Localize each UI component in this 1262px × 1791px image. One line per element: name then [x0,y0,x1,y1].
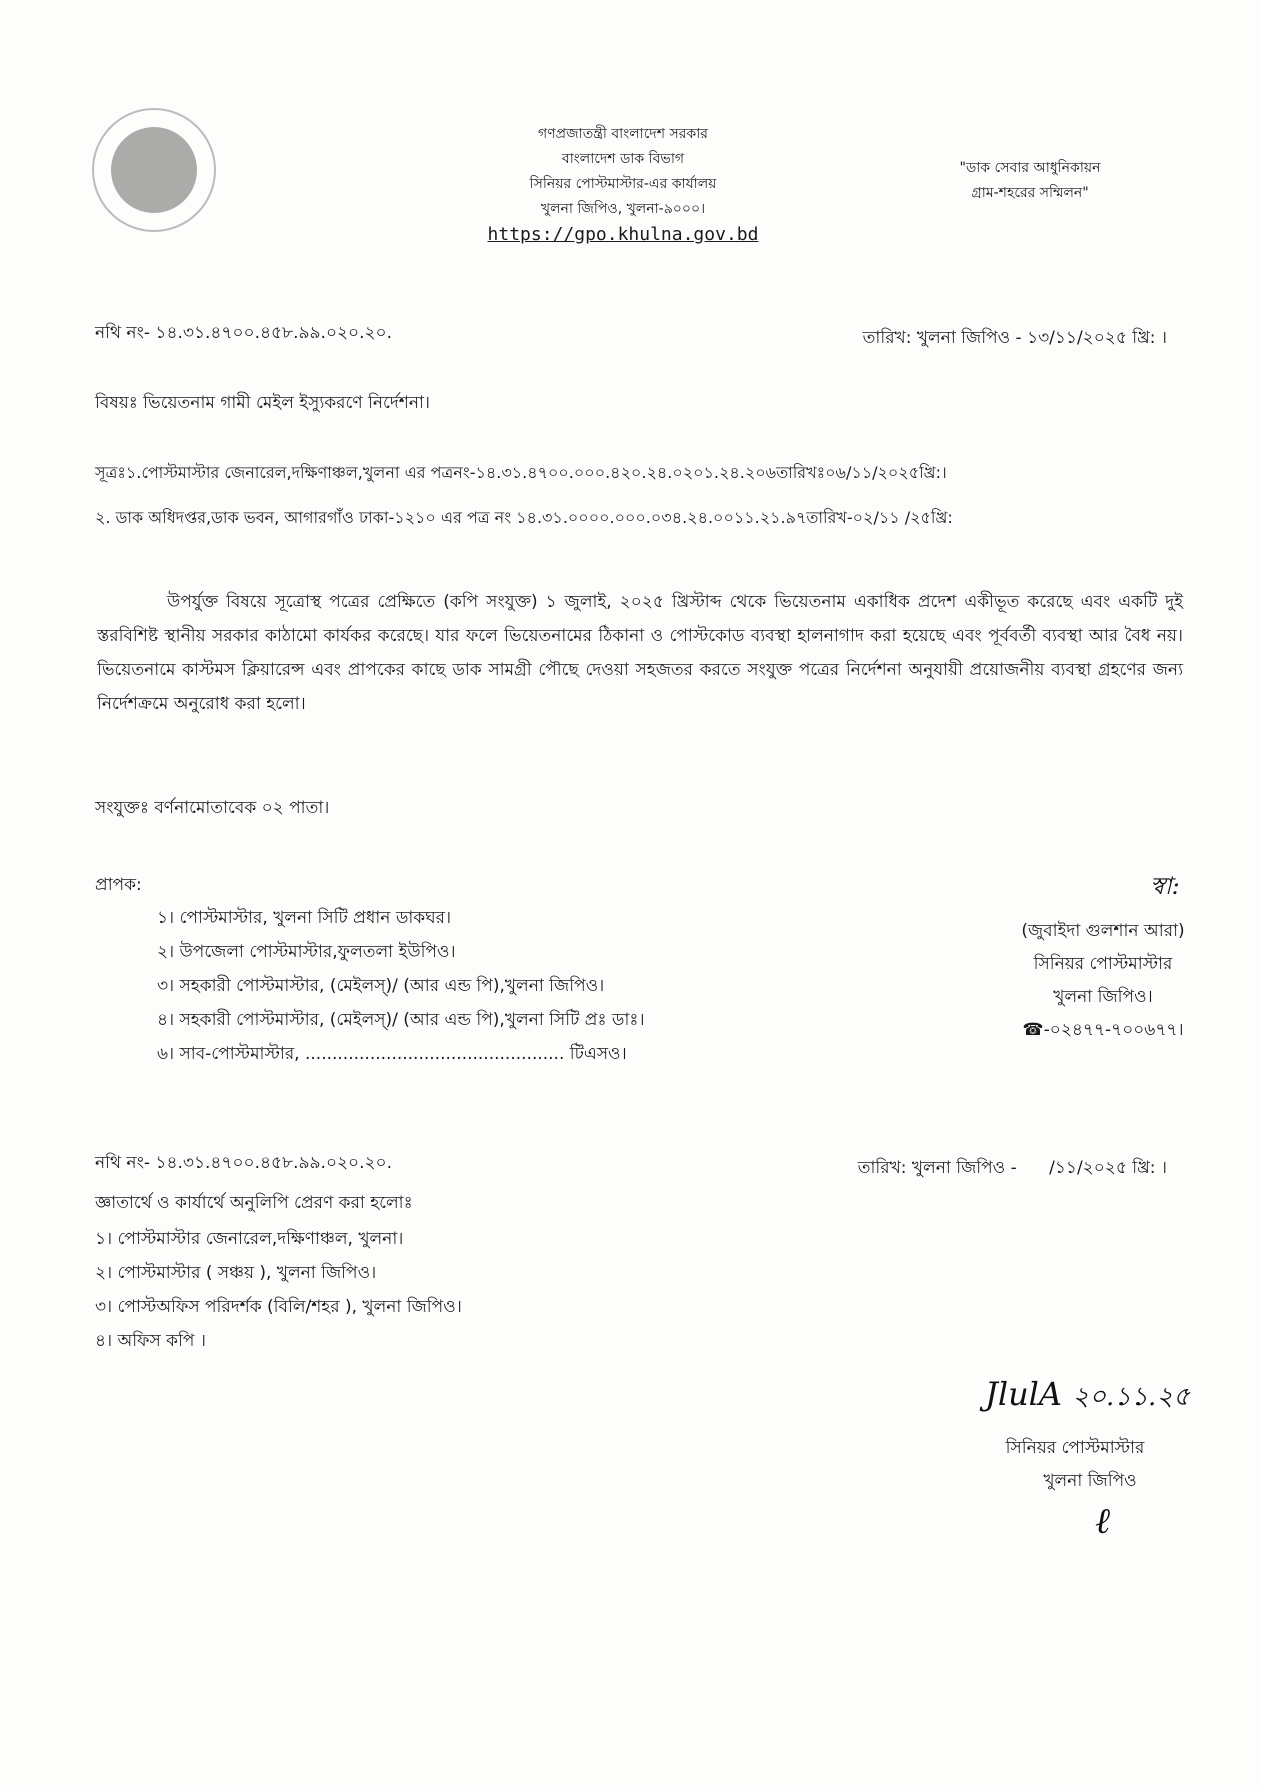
subject: বিষয়ঃ ভিয়েতনাম গামী মেইল ইস্যুকরণে নির্দেশনা। [95,393,431,413]
telephone-icon: ☎ [1022,1020,1044,1040]
recipient-item: ২। উপজেলা পোস্টমাস্টার,ফুলতলা ইউপিও। [157,942,456,962]
recipient-item: ৬। সাব-পোস্টমাস্টার, ................................................ টিএসও। [157,1044,627,1064]
signature-mark: স্বা: [1150,872,1180,900]
recipient-item: ১। পোস্টমাস্টার, খুলনা সিটি প্রধান ডাকঘর। [157,908,452,928]
copy-signatory [1006,1432,1145,1498]
copy-signatory-office: খুলনা জিপিও [1043,1471,1137,1491]
recipient-item: ৪। সহকারী পোস্টমাস্টার, (মেইলস্)/ (আর এন্ড পি),খুলনা সিটি প্রঃ ডাঃ। [157,1010,645,1030]
copy-item: ১। পোস্টমাস্টার জেনারেল,দক্ষিণাঞ্চল, খুলনা। [95,1229,404,1249]
signatory-office: খুলনা জিপিও। [1053,987,1153,1007]
recipients-list [157,905,645,1075]
recipient-item: ৩। সহকারী পোস্টমাস্টার, (মেইলস্)/ (আর এন্ড পি),খুলনা জিপিও। [157,976,605,996]
bangladesh-government-seal [92,108,216,232]
copy-item: ৪। অফিস কপি । [95,1331,206,1351]
copy-date: তারিখ: খুলনা জিপিও - /১১/২০২৫ খ্রি: । [857,1158,1167,1178]
recipients-label: প্রাপক: [95,875,142,895]
signatory-name: (জুবাইদা গুলশান আরা) [1021,921,1185,941]
copy-list [95,1226,462,1362]
phone-number: -০২৪৭৭-৭০০৬৭৭। [1043,1020,1184,1040]
body-paragraph: উপর্যুক্ত বিষয়ে সূত্রোস্থ পত্রের প্রেক্ষিতে (কপি সংযুক্ত) ১ জুলাই, ২০২৫ খ্রিস্টাব্দ থেকে ভিয়েতনাম একাধিক প্রদেশ একীভূত করেছে এবং একটি দুই স্তরবিশিষ্ট স্থানীয় সরকার কাঠামো কার্যকর করেছে। যার ফলে ভিয়েতনামের ঠিকানা ও পোস্টকোড ব্যবস্থা হালনাগাদ করা হয়েছে এবং পূর্ববর্তী ব্যবস্থা আর বৈধ নয়। ভিয়েতনামে কাস্টমস ক্লিয়ারেন্স এবং প্রাপকের কাছে ডাক সামগ্রী পৌছে দেওয়া সহজতর করতে সংযুক্ত পত্রের নির্দেশনা অনুযায়ী প্রয়োজনীয় ব্যবস্থা গ্রহণের জন্য নির্দেশক্রমে অনুরোধ করা হলো। [97,592,1183,714]
memo-date: তারিখ: খুলনা জিপিও - ১৩/১১/২০২৫ খ্রি: । [862,328,1167,348]
source-1: সূত্রঃ১.পোস্টমাস্টার জেনারেল,দক্ষিণাঞ্চল,খুলনা এর পত্রনং-১৪.৩১.৪৭০০.০০০.৪২০.২৪.০২০১.২৪.২০৬তারিখঃ০৬/১১/২০২৫খ্রি:। [95,463,947,482]
letterhead-line: খুলনা জিপিও, খুলনা-৯০০০। [540,201,706,217]
letterhead-line: গণপ্রজাতন্ত্রী বাংলাদেশ সরকার [538,126,708,142]
motto [960,156,1101,206]
signatory-title: সিনিয়র পোস্টমাস্টার [1033,954,1173,974]
copy-item: ২। পোস্টমাস্টার ( সঞ্চয় ), খুলনা জিপিও। [95,1263,377,1283]
attachment-note: সংযুক্তঃ বর্ণনামোতাবেক ০২ পাতা। [95,798,330,818]
copy-intro: জ্ঞাতার্থে ও কার্যার্থে অনুলিপি প্রেরণ করা হলোঃ [95,1193,413,1213]
motto-line: গ্রাম-শহরের সম্মিলন" [971,185,1089,201]
source-2: ২. ডাক অধিদপ্তর,ডাক ভবন, আগারগাঁও ঢাকা-১২১০ এর পত্র নং ১৪.৩১.০০০০.০০০.০৩৪.২৪.০০১১.২১.৯৭তারিখ-০২/১১ /২৫খ্রি: [95,508,953,527]
memo-ref: নথি নং- ১৪.৩১.৪৭০০.৪৫৮.৯৯.০২০.২০. [95,323,393,343]
letterhead [488,122,759,247]
website-link[interactable]: https://gpo.khulna.gov.bd [487,224,759,245]
copy-signatory-title: সিনিয়র পোস্টমাস্টার [1005,1438,1145,1458]
copy-ref: নথি নং- ১৪.৩১.৪৭০০.৪৫৮.৯৯.০২০.২০. [95,1153,393,1173]
initial-mark: ℓ [1095,1501,1110,1542]
copy-item: ৩। পোস্টঅফিস পরিদর্শক (বিলি/শহর ), খুলনা জিপিও। [95,1297,462,1317]
letterhead-line: সিনিয়র পোস্টমাস্টার-এর কার্যালয় [529,176,717,192]
motto-line: "ডাক সেবার আধুনিকায়ন [959,160,1101,176]
handwritten-date: ২০.১১.২৫ [1072,1382,1191,1412]
letterhead-line: বাংলাদেশ ডাক বিভাগ [561,151,685,167]
handwritten-signature [985,1375,1190,1420]
signature-scribble: JlulA [985,1375,1063,1413]
signatory-block [1021,915,1184,1047]
